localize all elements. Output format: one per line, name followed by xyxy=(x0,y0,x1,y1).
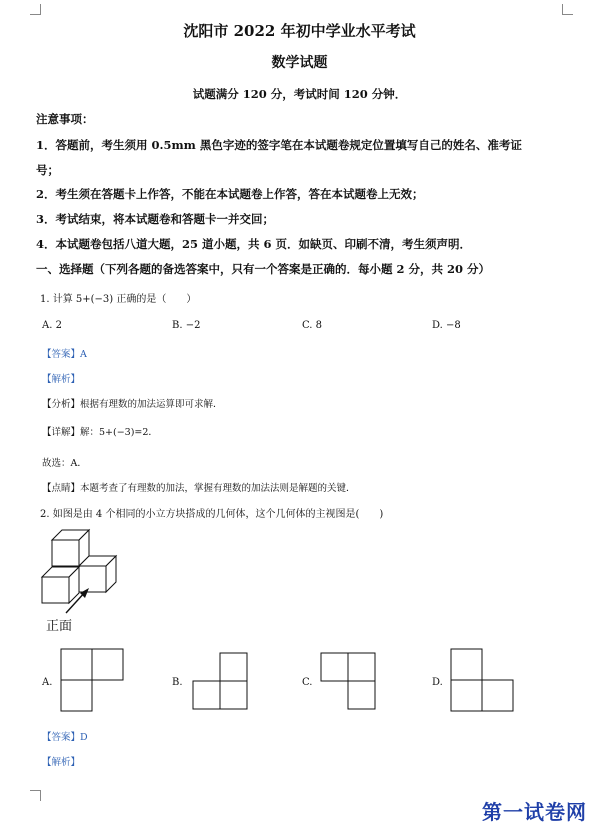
crop-mark-top-right xyxy=(562,4,573,15)
q2-option-d-label: D. xyxy=(432,677,443,688)
note-item-1-cont: 号； xyxy=(36,163,59,177)
note-item-3: 3．考试结束，将本试题卷和答题卡一并交回； xyxy=(36,212,274,226)
q2-option-a-figure xyxy=(60,648,124,712)
q2-answer: 【答案】D xyxy=(42,732,88,743)
q2-jiexi: 【解析】 xyxy=(42,757,81,768)
front-view-label: 正面 xyxy=(46,619,73,634)
q2-option-c-figure xyxy=(320,652,376,710)
q1-fenxi: 【分析】根据有理数的加法运算即可求解． xyxy=(42,399,223,410)
q1-guxuan: 故选：A． xyxy=(42,458,87,469)
q1-xiangjie: 【详解】解：5+(−3)=2． xyxy=(42,427,158,438)
site-watermark-logo: 第一试卷网 xyxy=(482,800,587,824)
q1-option-b: B. −2 xyxy=(172,320,201,331)
q2-option-b-label: B. xyxy=(172,677,183,688)
exam-title: 沈阳市 2022 年初中学业水平考试 xyxy=(183,22,416,40)
exam-subtitle: 数学试题 xyxy=(271,55,328,71)
front-direction-arrow-icon xyxy=(62,587,92,617)
note-item-1: 1．答题前，考生须用 0.5mm 黑色字迹的签字笔在本试题卷规定位置填写自己的姓名、准考证 xyxy=(36,138,522,152)
q2-option-c-label: C. xyxy=(302,677,313,688)
q2-option-d-figure xyxy=(450,648,514,712)
section-heading: 一、选择题（下列各题的备选答案中，只有一个答案是正确的．每小题 2 分，共 20 分） xyxy=(36,262,491,276)
crop-mark-bottom-left xyxy=(30,790,41,801)
q1-stem: 1. 计算 5+(−3) 正确的是（ ） xyxy=(40,294,197,305)
q1-answer: 【答案】A xyxy=(42,349,87,360)
crop-mark-top-left xyxy=(30,4,41,15)
notes-heading: 注意事项： xyxy=(36,112,94,126)
q1-dianjing: 【点睛】本题考查了有理数的加法，掌握有理数的加法法则是解题的关键． xyxy=(42,483,356,494)
q2-option-b-figure xyxy=(192,652,248,710)
q1-jiexi: 【解析】 xyxy=(42,374,81,385)
exam-info: 试题满分 120 分，考试时间 120 分钟． xyxy=(192,87,407,101)
q1-option-d: D. −8 xyxy=(432,320,461,331)
q1-option-c: C. 8 xyxy=(302,320,323,331)
note-item-2: 2．考生须在答题卡上作答，不能在本试题卷上作答，答在本试题卷上无效； xyxy=(36,187,424,201)
q2-option-a-label: A. xyxy=(42,677,53,688)
note-item-4: 4．本试题卷包括八道大题，25 道小题，共 6 页．如缺页、印刷不清，考生须声明． xyxy=(36,237,472,251)
q2-stem: 2. 如图是由 4 个相同的小立方块搭成的几何体，这个几何体的主视图是( ) xyxy=(40,509,384,520)
q1-option-a: A. 2 xyxy=(42,320,62,331)
